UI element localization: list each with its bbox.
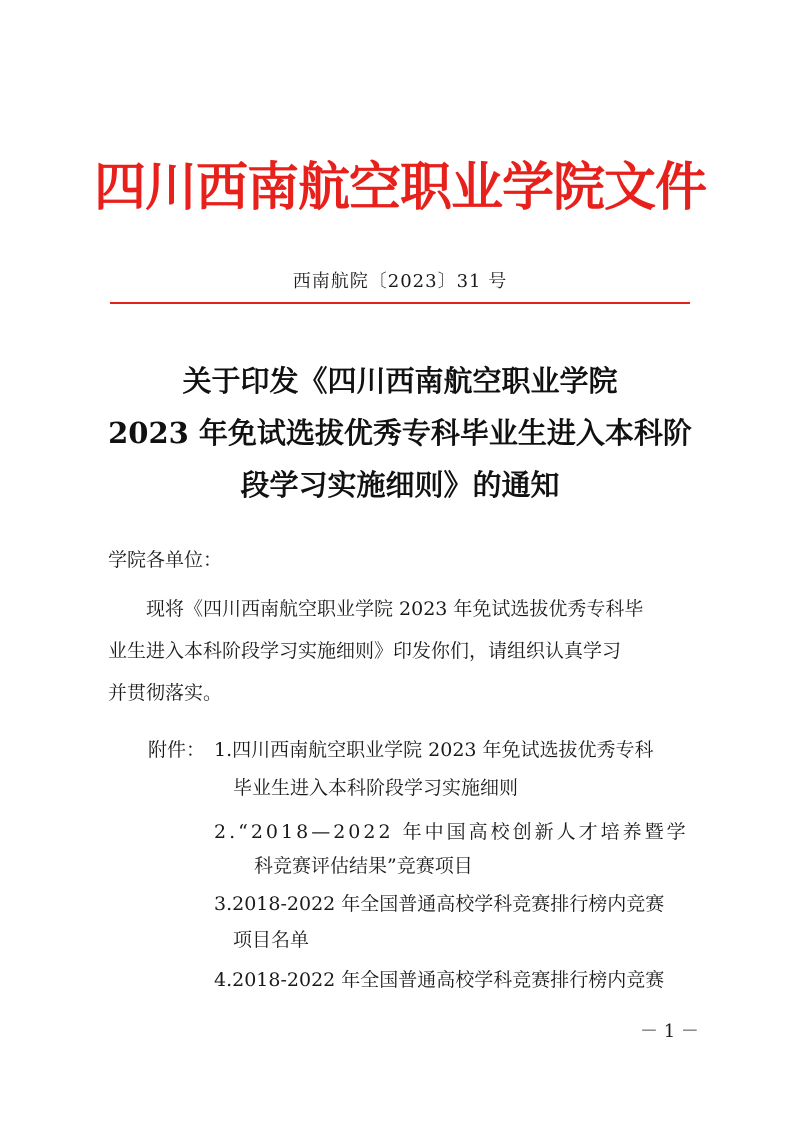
document-number: 西南航院〔2023〕31 号 bbox=[292, 271, 508, 292]
attachment-item: 4.2018-2022 年全国普通高校学科竞赛排行榜内竞赛 bbox=[214, 969, 665, 991]
header-divider bbox=[110, 302, 690, 304]
body-paragraph-line: 并贯彻落实。 bbox=[108, 682, 223, 704]
attachment-item: 1.四川西南航空职业学院 2023 年免试选拔优秀专科 bbox=[214, 739, 654, 761]
attachment-item: 2.“2018—2022 年中国高校创新人才培养暨学 bbox=[214, 821, 689, 843]
notice-title-line: 2023 年免试选拔优秀专科毕业生进入本科阶 bbox=[108, 416, 692, 450]
attachment-item-continuation: 毕业生进入本科阶段学习实施细则 bbox=[233, 777, 519, 799]
body-paragraph-line: 业生进入本科阶段学习实施细则》印发你们，请组织认真学习 bbox=[108, 640, 622, 662]
document-header-title: 四川西南航空职业学院文件 bbox=[93, 157, 706, 218]
attachment-item-continuation: 科竞赛评估结果”竞赛项目 bbox=[254, 855, 473, 877]
salutation: 学院各单位： bbox=[108, 549, 223, 571]
body-paragraph bbox=[108, 588, 698, 714]
notice-title bbox=[0, 355, 800, 511]
attachment-item: 3.2018-2022 年全国普通高校学科竞赛排行榜内竞赛 bbox=[214, 893, 665, 915]
page-number: － 1 － bbox=[640, 1021, 699, 1042]
notice-title-line: 段学习实施细则》的通知 bbox=[240, 468, 560, 502]
notice-title-line: 关于印发《四川西南航空职业学院 bbox=[182, 364, 618, 398]
attachments-label: 附件： bbox=[148, 739, 206, 761]
attachment-item-continuation: 项目名单 bbox=[233, 929, 310, 951]
body-paragraph-line: 现将《四川西南航空职业学院 2023 年免试选拔优秀专科毕 bbox=[108, 598, 644, 620]
